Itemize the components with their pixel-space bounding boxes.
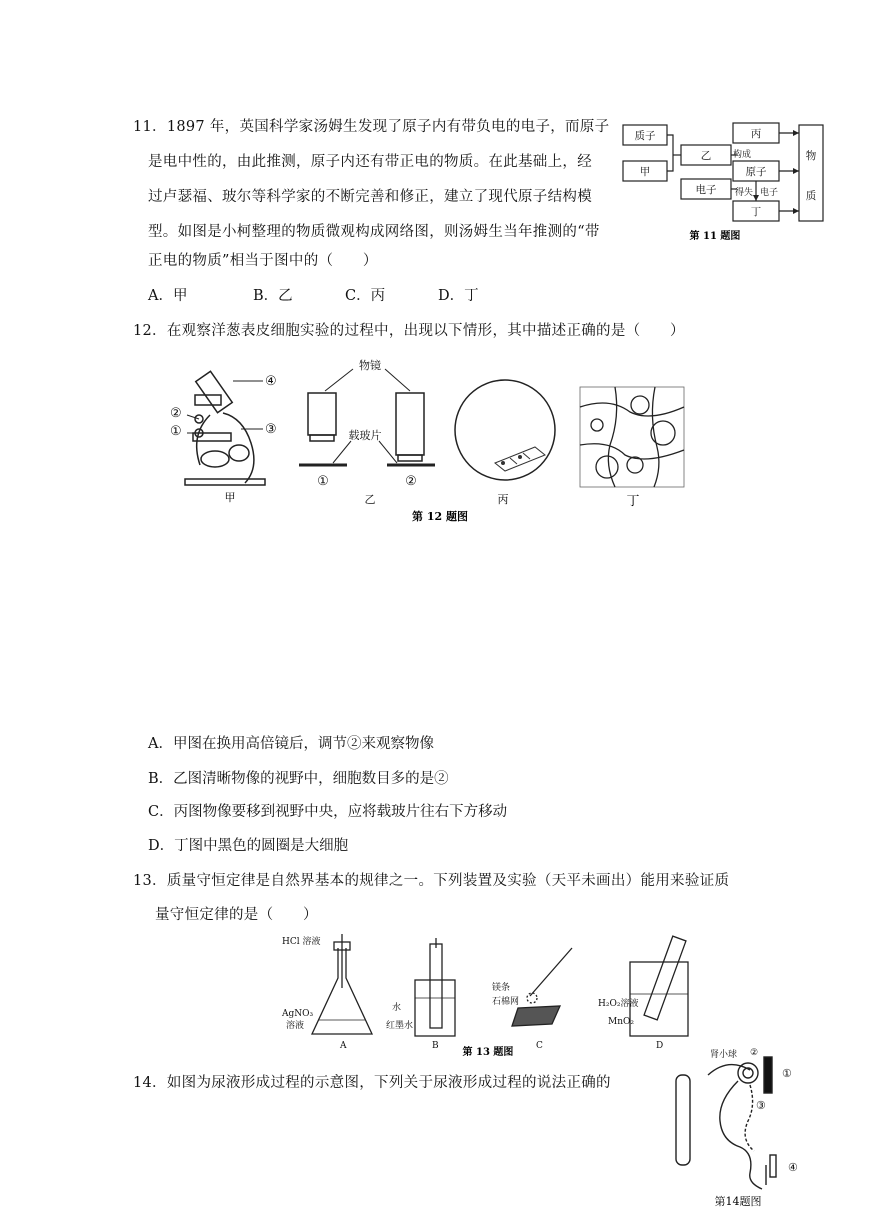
q14-nephron-figure [668, 1045, 818, 1210]
q12-option-a: A．甲图在换用高倍镜后，调节②来观察物像 [148, 736, 434, 752]
burning-c [512, 948, 572, 1026]
q11-option-d: D．丁 [438, 288, 479, 304]
micro-label-1: ① [170, 424, 182, 439]
field-of-view-drawing [455, 380, 555, 480]
q12-stem: 12．在观察洋葱表皮细胞实验的过程中，出现以下情形，其中描述正确的是（ ） [133, 323, 685, 339]
name-jia: 甲 [224, 491, 236, 504]
label-hcl: HCl 溶液 [282, 937, 321, 947]
q11-line-5: 正电的物质”相当于图中的（ ） [148, 253, 378, 269]
q14-figure-caption: 第14题图 [714, 1195, 762, 1208]
micro-label-2: ② [170, 406, 182, 421]
q11-line-3: 过卢瑟福、玻尔等科学家的不断完善和修正，建立了现代原子结构模 [148, 189, 592, 205]
letter-c: C [536, 1041, 543, 1051]
label-yi: 乙 [700, 150, 712, 162]
label-asbestos: 石棉网 [492, 997, 520, 1007]
q12-figure-caption: 第 12 题图 [412, 510, 468, 523]
arrow-label-de-shi: 得失 [735, 188, 754, 198]
label-2: ② [750, 1048, 759, 1058]
name-yi: 乙 [364, 493, 376, 506]
label-water: 水 [392, 1003, 402, 1013]
label-red-ink: 红墨水 [386, 1021, 414, 1031]
q11-network-figure [615, 115, 830, 245]
nephron-drawing [676, 1057, 776, 1189]
label-4: ④ [788, 1161, 798, 1174]
name-bing: 丙 [497, 493, 509, 506]
micro-label-4: ④ [265, 374, 277, 389]
label-jia: 甲 [639, 166, 651, 178]
box-matter [799, 125, 823, 221]
letter-a: A [340, 1041, 347, 1051]
label-objective: 物镜 [359, 359, 381, 372]
label-3: ③ [756, 1099, 766, 1112]
label-mg: 镁条 [492, 983, 511, 993]
label-atom: 原子 [745, 166, 767, 178]
q13-figure [260, 928, 730, 1058]
label-solution: 溶液 [286, 1021, 305, 1031]
label-obj-1: ① [317, 474, 329, 489]
q12-option-b: B．乙图清晰物像的视野中，细胞数目多的是② [148, 771, 449, 787]
q13-line-2: 量守恒定律的是（ ） [155, 907, 318, 923]
label-obj-2: ② [405, 474, 417, 489]
q12-figure [165, 355, 705, 525]
q11-line-1: 11．1897 年，英国科学家汤姆生发现了原子内有带负电的电子，而原子 [133, 119, 610, 135]
micro-label-3: ③ [265, 422, 277, 437]
microscope-drawing [185, 371, 265, 485]
label-glomerulus: 肾小球 [710, 1050, 738, 1060]
flask-a [312, 934, 372, 1034]
cells-drawing [580, 387, 684, 487]
name-ding: 丁 [626, 494, 640, 509]
label-bing: 丙 [750, 128, 762, 140]
letter-b: B [432, 1041, 439, 1051]
q12-option-c: C．丙图物像要移到视野中央，应将载玻片往右下方移动 [148, 804, 508, 820]
label-slide: 载玻片 [348, 429, 382, 442]
label-ding: 丁 [750, 206, 762, 218]
letter-d: D [656, 1041, 664, 1051]
label-proton: 质子 [634, 130, 656, 142]
label-1: ① [782, 1067, 792, 1080]
arrow-label-gou-cheng: 构成 [733, 150, 752, 160]
q11-option-a: A．甲 [148, 288, 188, 304]
q11-line-4: 型。如图是小柯整理的物质微观构成网络图，则汤姆生当年推测的“带 [148, 224, 600, 240]
label-wu: 物 [805, 150, 817, 162]
objectives-drawing [299, 369, 435, 465]
label-agno3: AgNO₃ [282, 1009, 314, 1019]
q14-stem: 14．如图为尿液形成过程的示意图，下列关于尿液形成过程的说法正确的 [133, 1075, 611, 1091]
label-mno2: MnO₂ [608, 1017, 634, 1027]
label-electron: 电子 [695, 184, 717, 196]
arrow-label-electron: 电子 [760, 188, 779, 198]
q11-option-c: C．丙 [345, 288, 386, 304]
label-h2o2: H₂O₂溶液 [598, 999, 639, 1009]
q12-option-d: D．丁图中黑色的圆圈是大细胞 [148, 838, 349, 854]
label-zhi: 质 [805, 190, 817, 202]
beaker-d [630, 936, 688, 1036]
beaker-b [415, 938, 455, 1036]
q11-line-2: 是电中性的，由此推测，原子内还有带正电的物质。在此基础上，经 [148, 154, 592, 170]
q13-line-1: 13．质量守恒定律是自然界基本的规律之一。下列装置及实验（天平未画出）能用来验证质 [133, 873, 730, 889]
q11-option-b: B．乙 [253, 288, 293, 304]
q13-figure-caption: 第 13 题图 [462, 1047, 514, 1058]
q11-figure-caption: 第 11 题图 [689, 231, 741, 242]
